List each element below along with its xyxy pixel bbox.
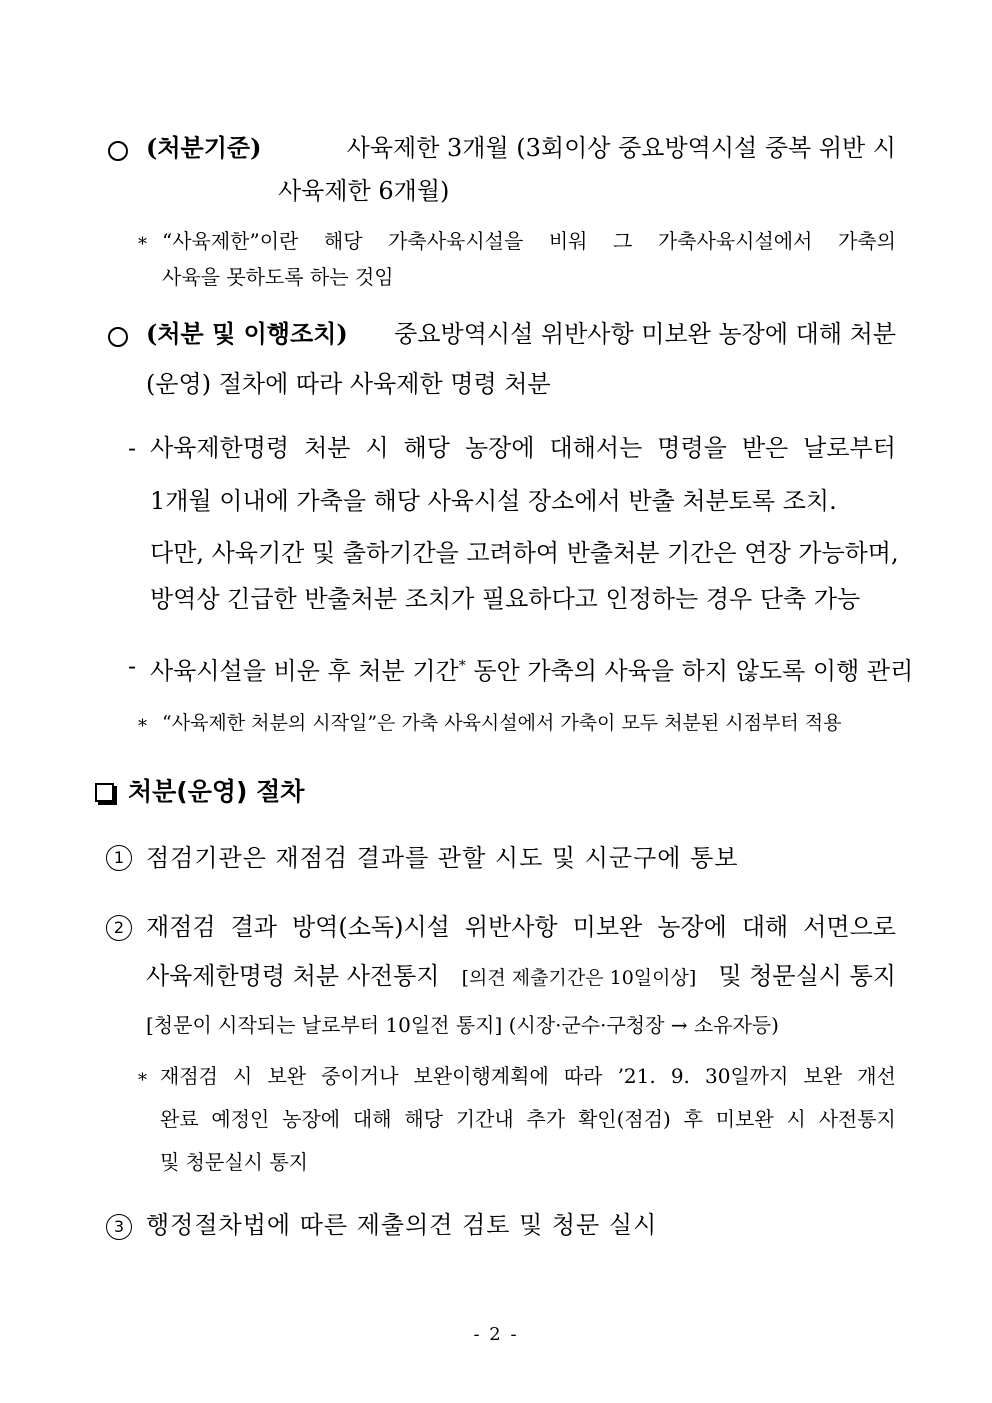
step2-line-1: 재점검 결과 방역(소독)시설 위반사항 미보완 농장에 대해 서면으로: [146, 913, 896, 941]
dash2-text-b: 동안 가축의 사육을 하지 않도록 이행 관리: [465, 657, 914, 685]
dash-mark: -: [128, 652, 137, 680]
action-text: 중요방역시설 위반사항 미보완 농장에 대해 처분: [394, 320, 896, 348]
section-heading: 처분(운영) 절차: [128, 777, 305, 806]
circled-number-3: 3: [106, 1214, 132, 1240]
note-mark: *: [138, 716, 147, 737]
note2-line-1: “사육제한 처분의 시작일”은 가축 사육시설에서 가축이 모두 처분된 시점부터 적용: [162, 712, 842, 734]
step2-text-a: 사육제한명령 처분 사전통지: [146, 962, 440, 990]
criteria-line-1: [146, 133, 896, 163]
page-number: - 2 -: [473, 1324, 519, 1345]
footnote-marker: *: [458, 658, 466, 674]
action-line-1: [146, 319, 896, 349]
step3-line-1: 행정절차법에 따른 제출의견 검토 및 청문 실시: [146, 1211, 658, 1239]
action-line-2: (운영) 절차에 따라 사육제한 명령 처분: [146, 370, 551, 398]
criteria-line-2: 사육제한 6개월): [278, 177, 450, 205]
step2-line-3: [청문이 시작되는 날로부터 10일전 통지] (시장·군수·구청장 → 소유자등): [146, 1013, 779, 1037]
dash1-line-1: 사육제한명령 처분 시 해당 농장에 대해서는 명령을 받은 날로부터: [150, 434, 896, 462]
square-bullet-icon: [95, 783, 114, 802]
step2-text-c: 및 청문실시 통지: [718, 962, 896, 990]
dash1-line-4: 방역상 긴급한 반출처분 조치가 필요하다고 인정하는 경우 단축 가능: [150, 585, 861, 613]
dash1-line-2: 1개월 이내에 가축을 해당 사육시설 장소에서 반출 처분토록 조치.: [150, 487, 837, 515]
note-line-1: “사육제한”이란 해당 가축사육시설을 비워 그 가축사육시설에서 가축의: [162, 229, 896, 253]
step2-line-2: [146, 961, 896, 993]
circle-bullet-icon: [108, 327, 128, 347]
dash2-line: [150, 651, 913, 686]
step2-text-b: [의견 제출기간은 10일이상]: [461, 967, 697, 989]
criteria-label: (처분기준): [146, 133, 262, 162]
note3-line-2: 완료 예정인 농장에 대해 해당 기간내 추가 확인(점검) 후 미보완 시 사전통지: [160, 1107, 896, 1131]
note-mark: *: [138, 1070, 147, 1091]
dash1-line-3: 다만, 사육기간 및 출하기간을 고려하여 반출처분 기간은 연장 가능하며,: [150, 539, 899, 567]
circled-number-1: 1: [106, 845, 132, 871]
dash2-text-a: 사육시설을 비운 후 처분 기간: [150, 657, 459, 685]
step1-line-1: 점검기관은 재점검 결과를 관할 시도 및 시군구에 통보: [146, 844, 739, 872]
dash-mark: -: [128, 434, 137, 462]
circled-number-2: 2: [106, 915, 132, 941]
note3-line-3: 및 청문실시 통지: [160, 1150, 308, 1174]
note-mark: *: [138, 234, 147, 255]
circle-bullet-icon: [108, 141, 128, 161]
criteria-text: 사육제한 3개월 (3회이상 중요방역시설 중복 위반 시: [346, 134, 896, 162]
note-line-2: 사육을 못하도록 하는 것임: [162, 265, 394, 289]
action-label: (처분 및 이행조치): [146, 319, 348, 348]
note3-line-1: 재점검 시 보완 중이거나 보완이행계획에 따라 ’21. 9. 30일까지 보완 개선: [160, 1064, 896, 1088]
